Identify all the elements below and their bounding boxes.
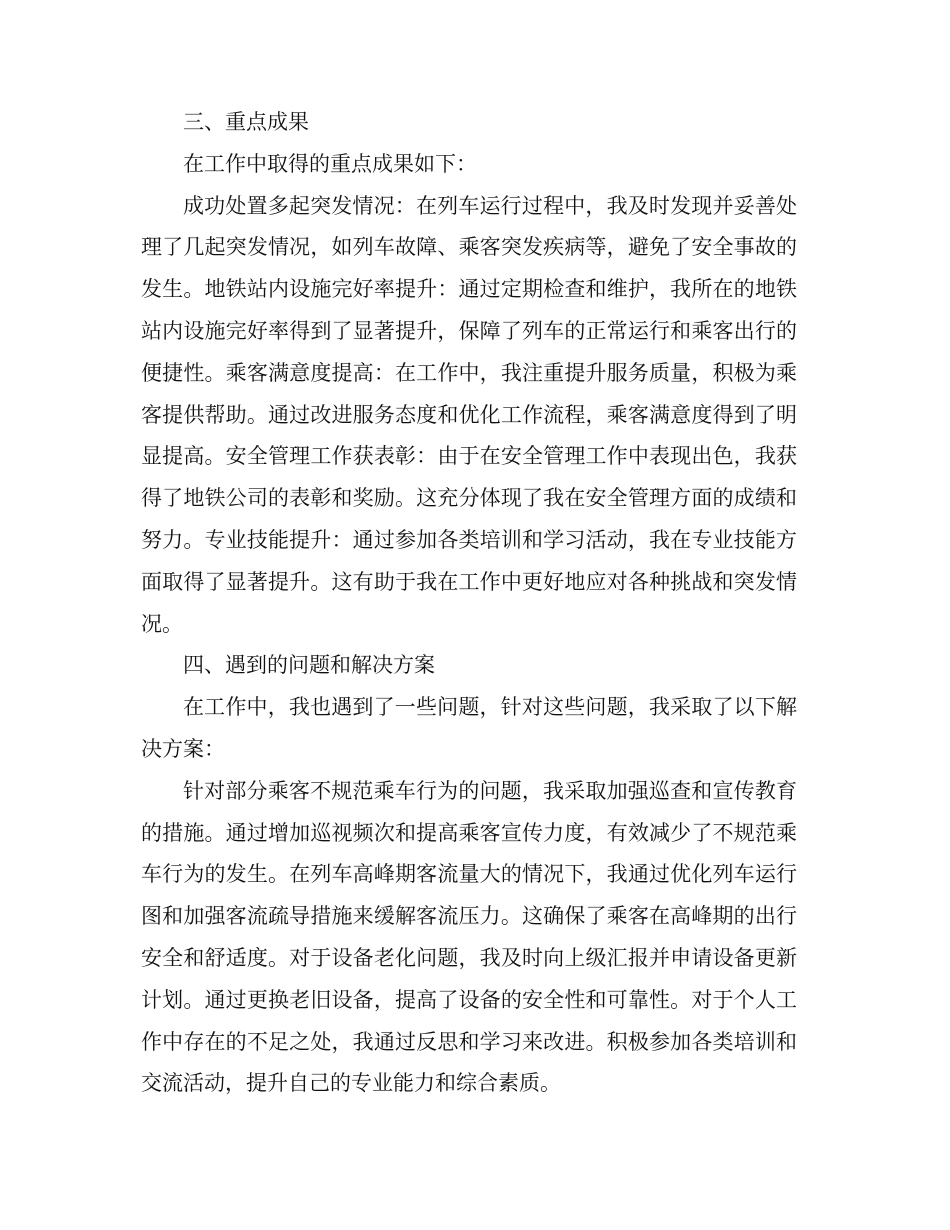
document-body [141, 102, 797, 1105]
section-3-intro: 在工作中取得的重点成果如下： [183, 151, 477, 176]
section-4-intro: 在工作中，我也遇到了一些问题，针对这些问题，我采取了以下解决方案： [141, 695, 797, 761]
section-4-heading: 四、遇到的问题和解决方案 [183, 653, 435, 678]
section-4-paragraph: 针对部分乘客不规范乘车行为的问题，我采取加强巡查和宣传教育的措施。通过增加巡视频次和提高乘客宣传力度，有效减少了不规范乘车行为的发生。在列车高峰期客流量大的情况下，我通过优化列车运行图和加强客流疏导措施来缓解客流压力。这确保了乘客在高峰期的出行安全和舒适度。对于设备老化问题，我及时向上级汇报并申请设备更新计划。通过更换老旧设备，提高了设备的安全性和可靠性。对于个人工作中存在的不足之处，我通过反思和学习来改进。积极参加各类培训和交流活动，提升自己的专业能力和综合素质。 [141, 778, 797, 1096]
section-3-heading: 三、重点成果 [183, 110, 309, 134]
section-3-paragraph: 成功处置多起突发情况：在列车运行过程中，我及时发现并妥善处理了几起突发情况，如列车故障、乘客突发疾病等，避免了安全事故的发生。地铁站内设施完好率提升：通过定期检查和维护，我所在的地铁站内设施完好率得到了显著提升，保障了列车的正常运行和乘客出行的便捷性。乘客满意度提高：在工作中，我注重提升服务质量，积极为乘客提供帮助。通过改进服务态度和优化工作流程，乘客满意度得到了明显提高。安全管理工作获表彰：由于在安全管理工作中表现出色，我获得了地铁公司的表彰和奖励。这充分体现了我在安全管理方面的成绩和努力。专业技能提升：通过参加各类培训和学习活动，我在专业技能方面取得了显著提升。这有助于我在工作中更好地应对各种挑战和突发情况。 [141, 193, 797, 636]
